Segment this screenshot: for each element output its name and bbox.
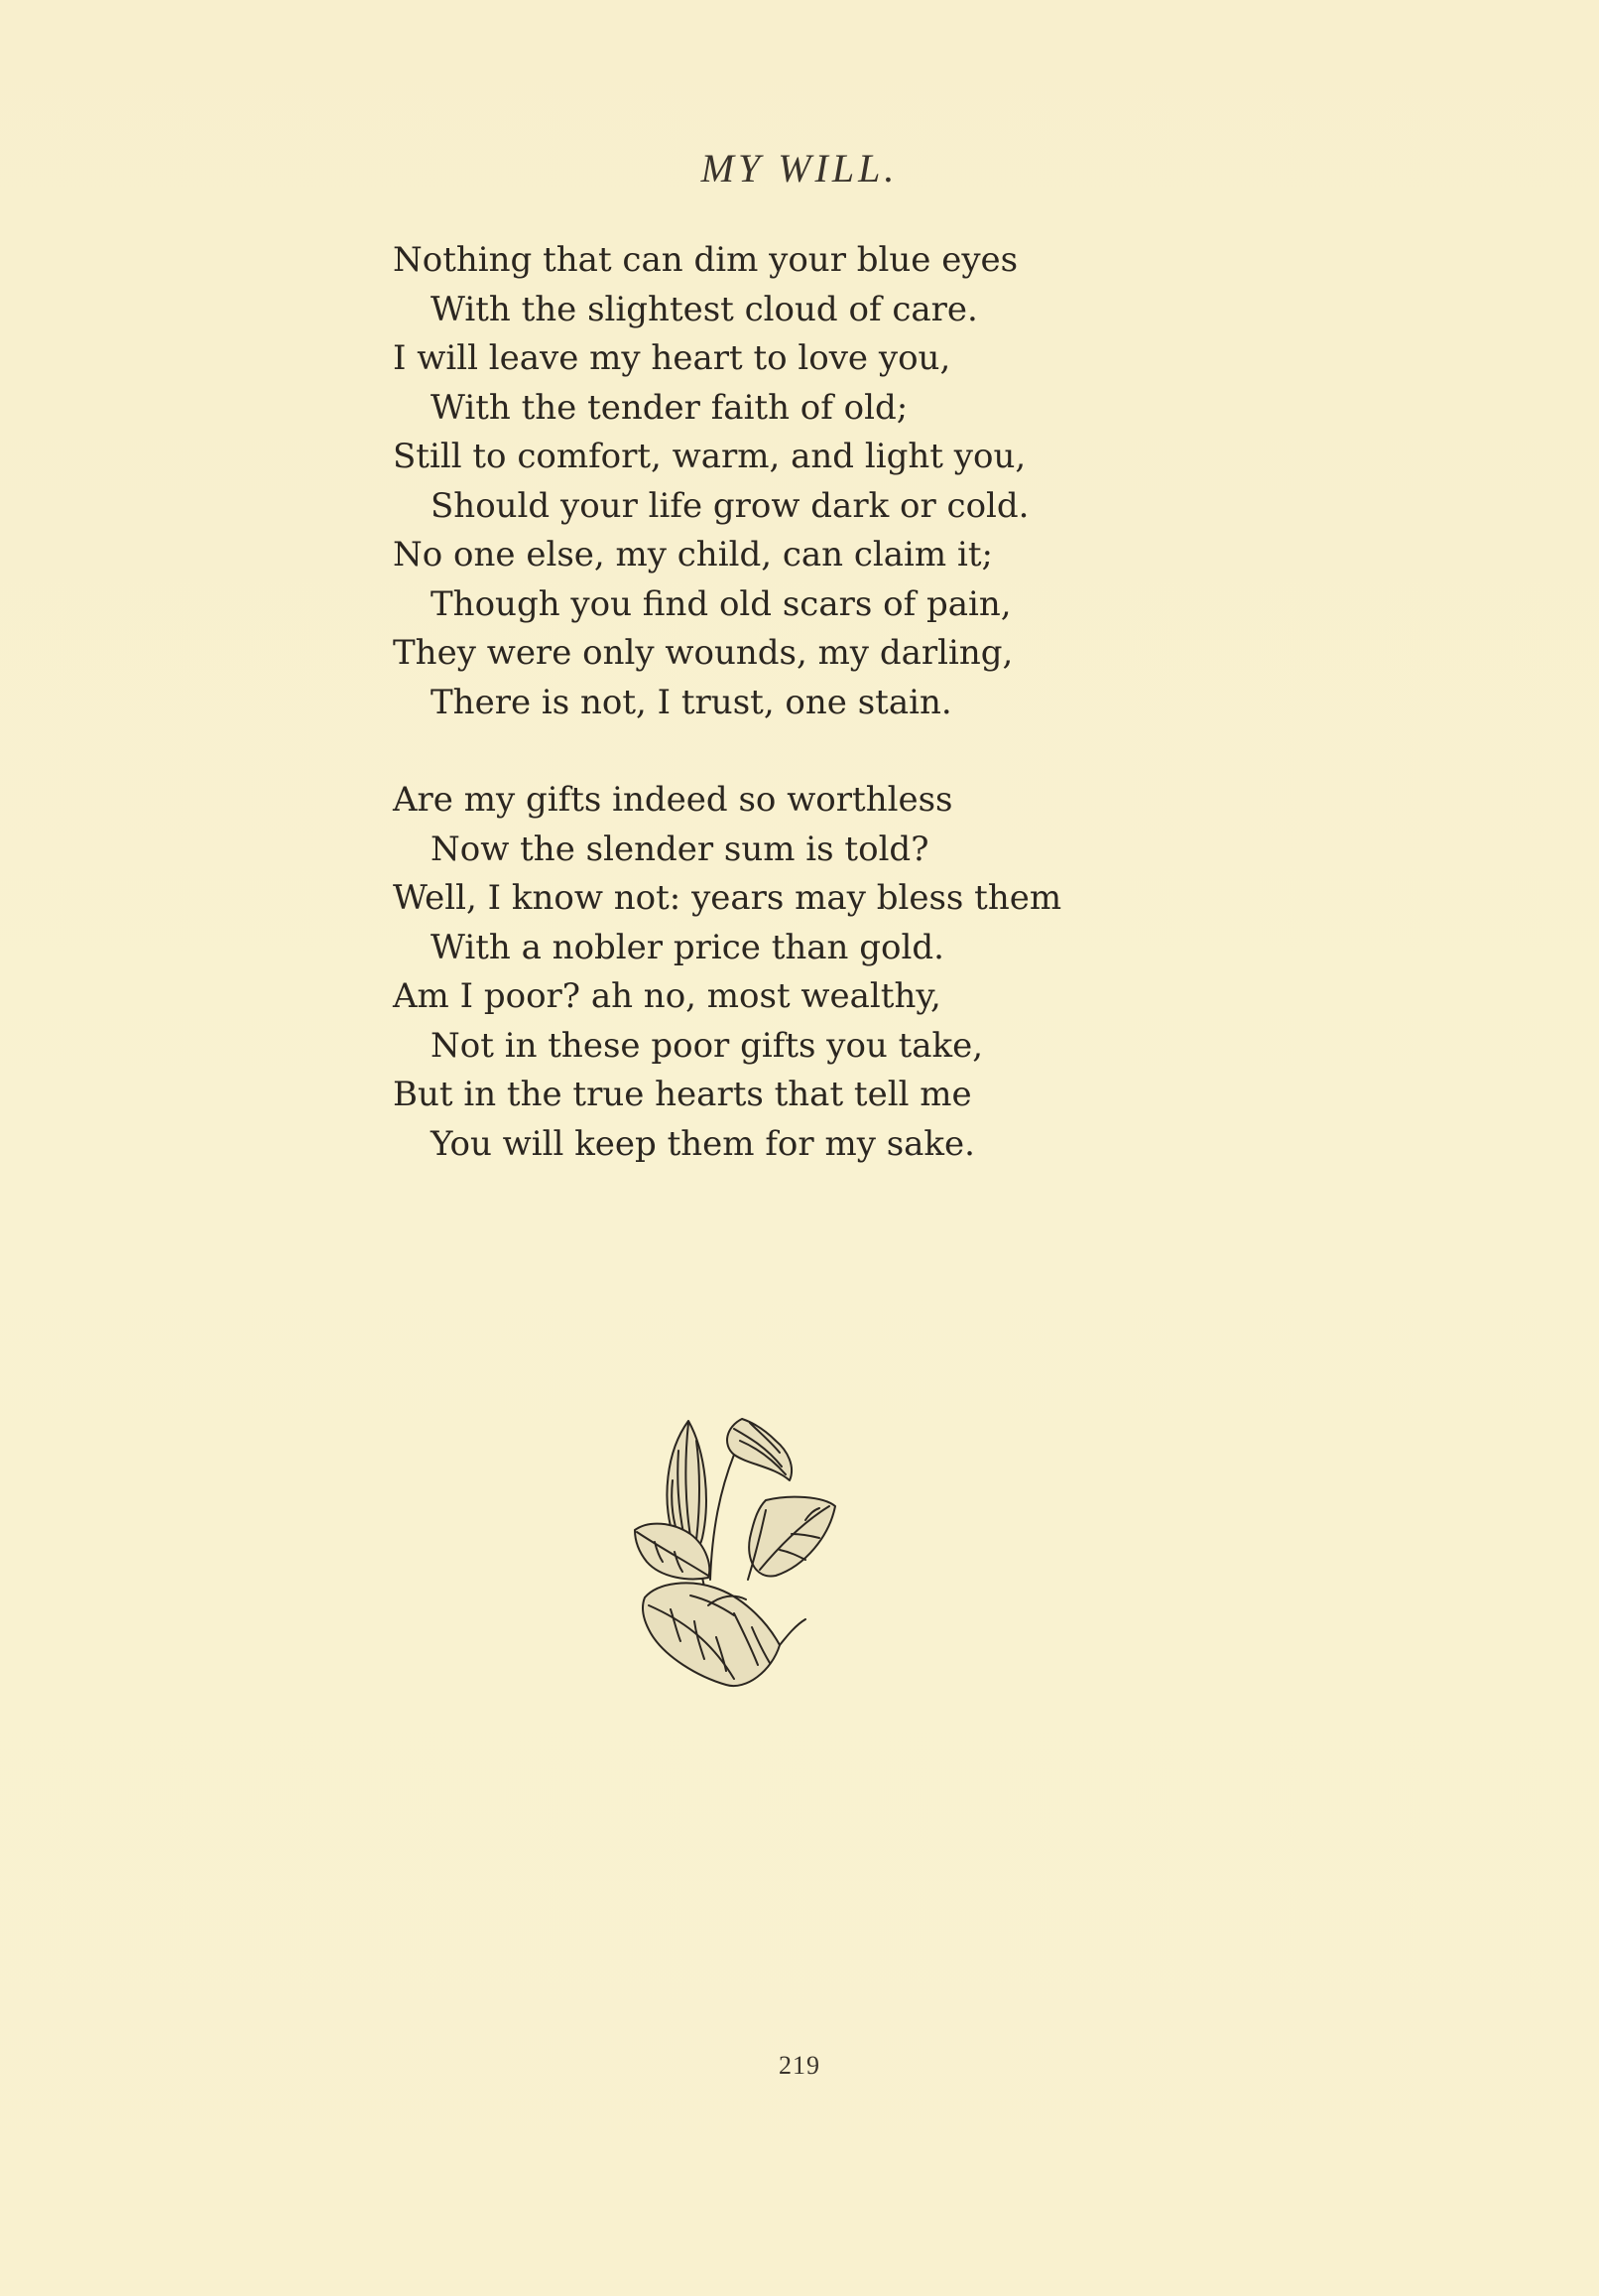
poem-line: Still to comfort, warm, and light you,: [393, 437, 1027, 476]
poem-line: There is not, I trust, one stain.: [430, 682, 952, 722]
poem-line: You will keep them for my sake.: [430, 1123, 975, 1164]
poem: [393, 236, 1385, 1169]
floral-ornament-icon: [631, 1411, 845, 1693]
stanza-1: [393, 236, 1385, 727]
page-title: MY WILL.: [700, 146, 899, 191]
poem-line: I will leave my heart to love you,: [393, 338, 951, 378]
poem-line: Though you find old scars of pain,: [430, 583, 1012, 624]
poem-line: With the tender faith of old;: [430, 387, 909, 428]
stanza-2: [393, 776, 1385, 1169]
poem-line: Not in these poor gifts you take,: [430, 1025, 984, 1066]
poem-line: Am I poor? ah no, most wealthy,: [393, 976, 941, 1016]
poem-line: They were only wounds, my darling,: [393, 633, 1014, 673]
poem-line: But in the true hearts that tell me: [393, 1075, 972, 1114]
poem-line: Are my gifts indeed so worthless: [393, 780, 953, 820]
poem-line: Well, I know not: years may bless them: [393, 878, 1062, 918]
page-number: 219: [779, 2051, 820, 2080]
poem-line: No one else, my child, can claim it;: [393, 535, 993, 574]
poem-line: With the slightest cloud of care.: [430, 289, 978, 329]
poem-line: Nothing that can dim your blue eyes: [393, 240, 1019, 280]
poem-line: Now the slender sum is told?: [430, 829, 929, 869]
poem-line: With a nobler price than gold.: [430, 927, 944, 967]
poem-line: Should your life grow dark or cold.: [430, 485, 1030, 526]
